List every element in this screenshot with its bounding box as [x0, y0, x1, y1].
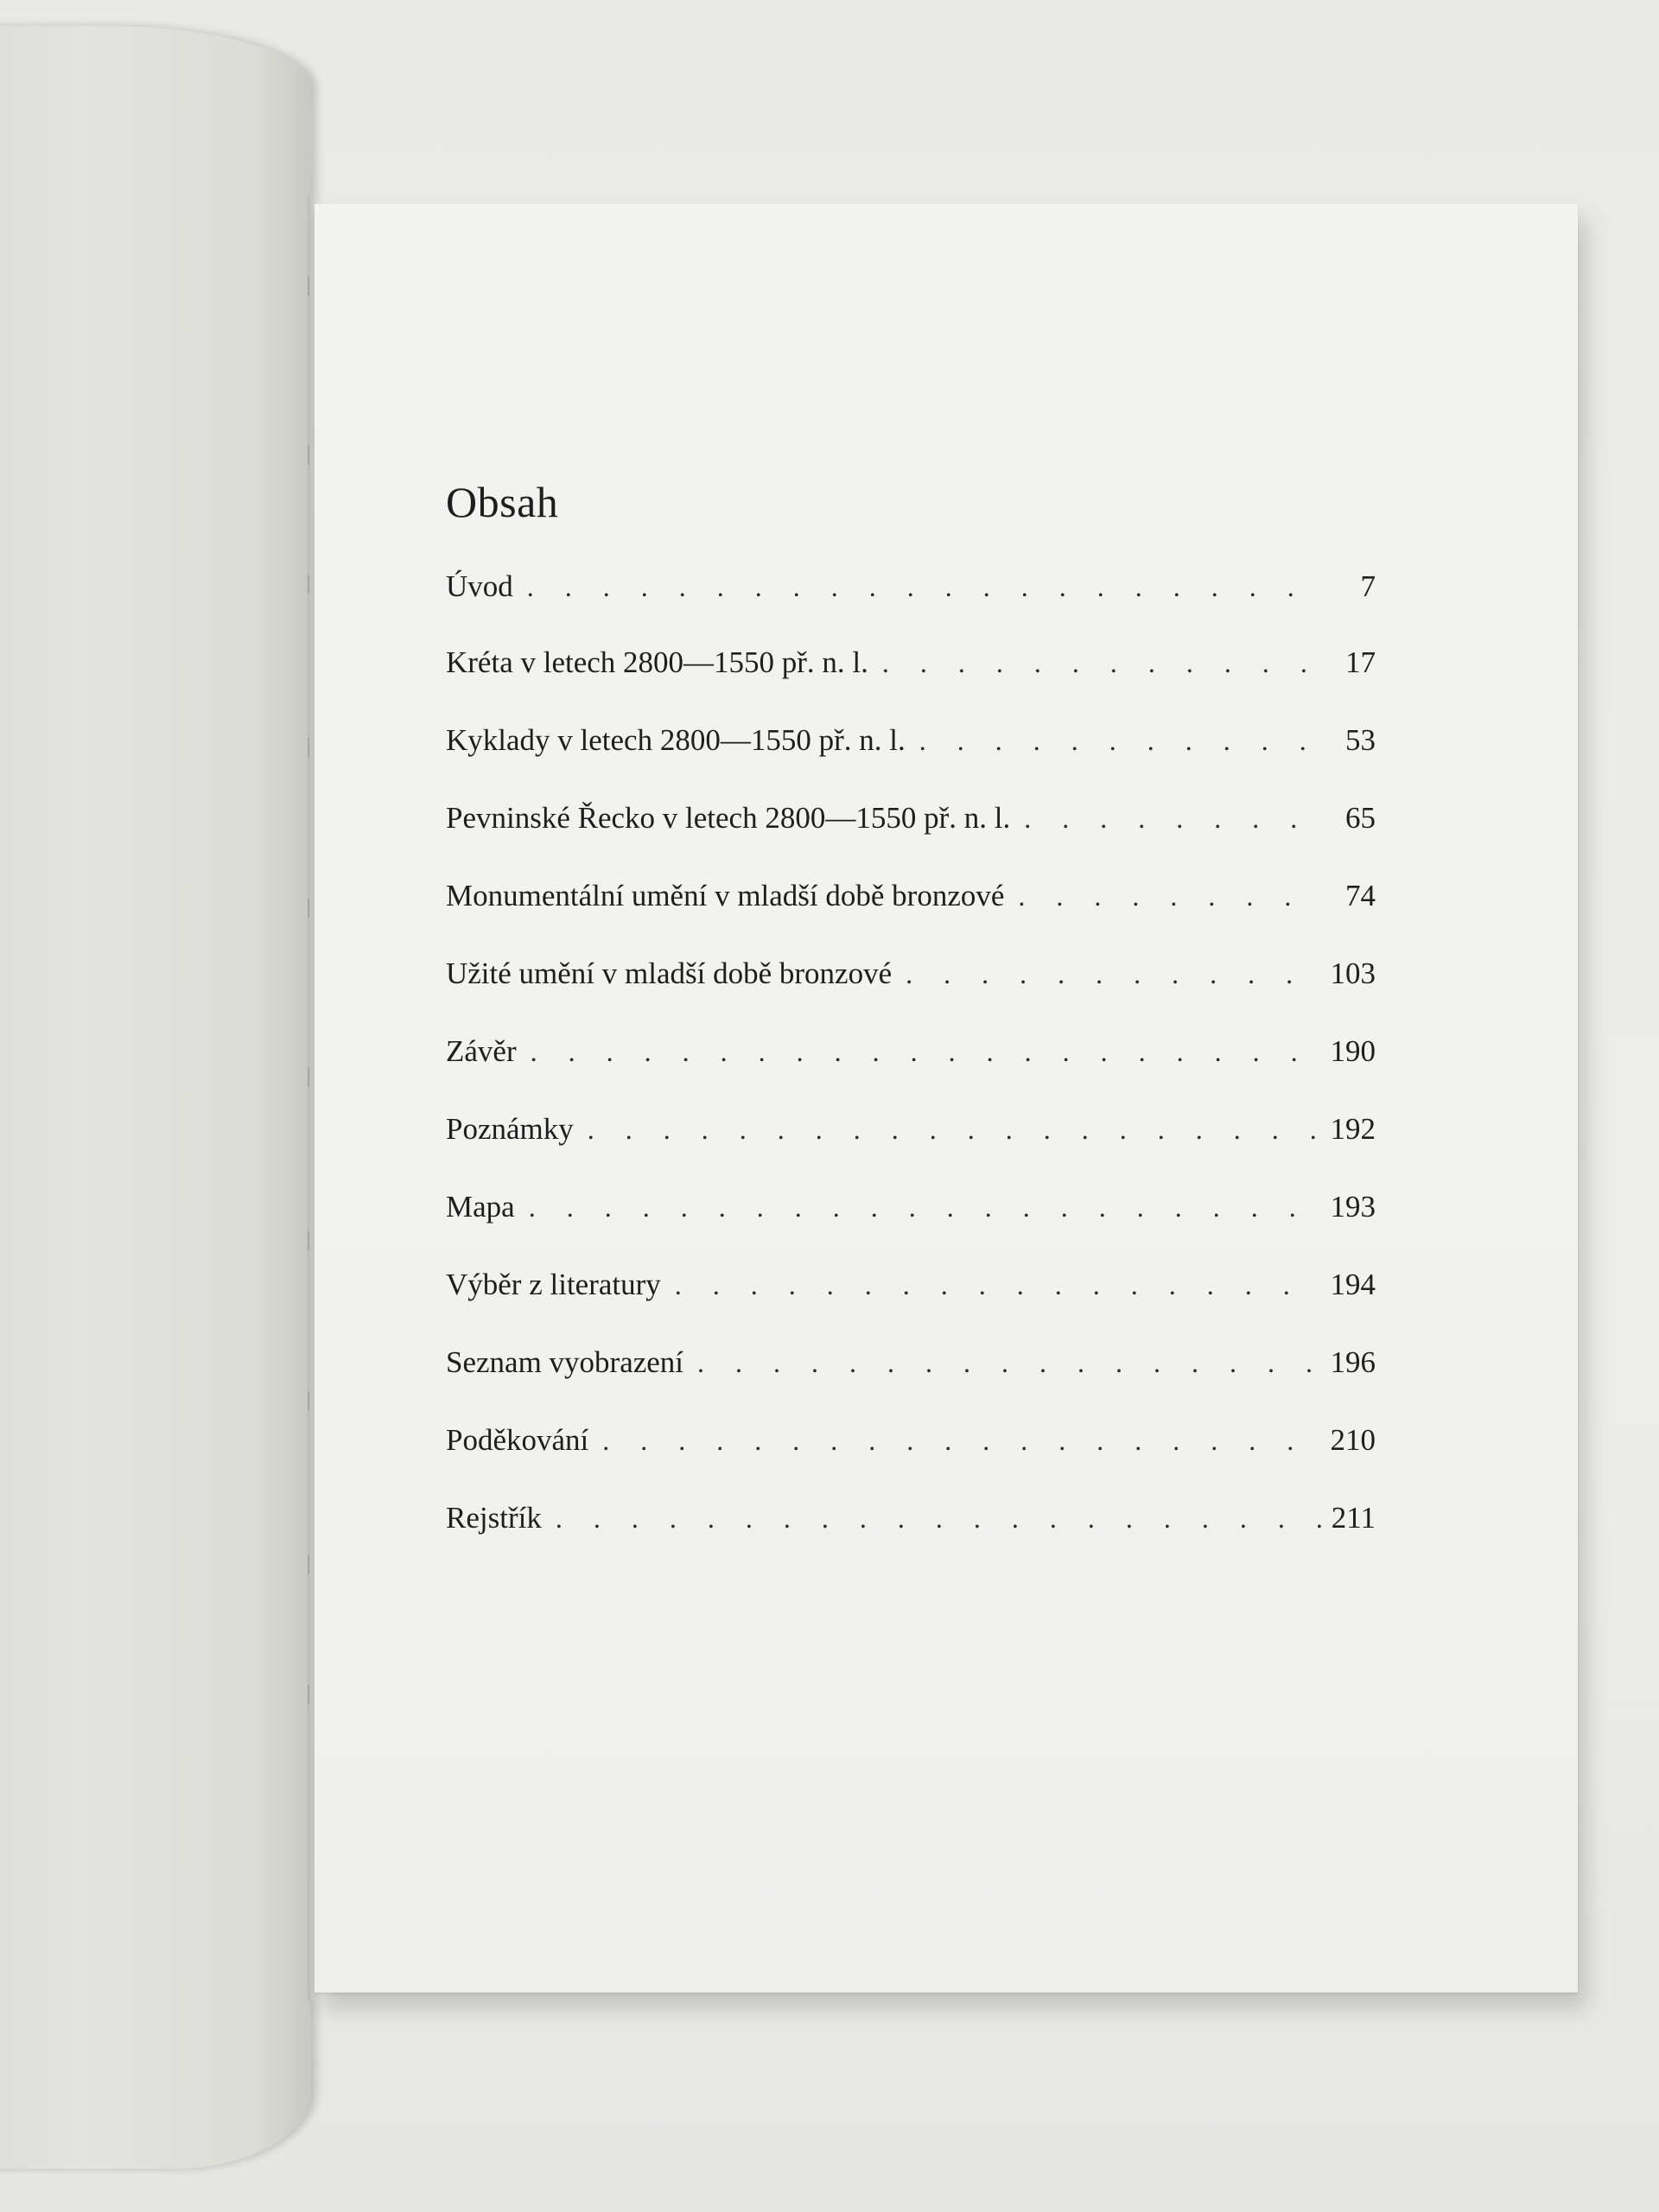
toc-page-number: 65: [1345, 801, 1376, 835]
toc-entry-title: Výběr z literatury: [446, 1268, 661, 1301]
toc-entry-title: Mapa: [446, 1190, 515, 1224]
toc-entry: [444, 1503, 1376, 1580]
toc-entry-title: Monumentální umění v mladší době bronzové: [446, 879, 1005, 912]
toc-entry: [444, 1269, 1376, 1347]
toc-entry: [444, 880, 1376, 958]
leader-dots: [602, 1427, 1321, 1454]
toc-page-number: 17: [1345, 645, 1376, 679]
toc-page-number: 210: [1330, 1423, 1376, 1457]
leader-dots: [906, 960, 1321, 988]
toc-page-number: 103: [1330, 957, 1376, 990]
leader-dots: [588, 1116, 1322, 1143]
toc-entry: [444, 725, 1376, 803]
leader-dots: [531, 1038, 1322, 1065]
toc-entry: [444, 958, 1376, 1036]
toc-entry: [444, 803, 1376, 880]
toc-entry-title: Rejstřík: [446, 1501, 542, 1535]
left-page: [0, 26, 311, 2169]
toc-entry-title: Kréta v letech 2800—1550 př. n. l.: [446, 645, 868, 679]
toc-entry-title: Poděkování: [446, 1423, 589, 1457]
toc-page-number: 192: [1330, 1112, 1376, 1146]
toc-page-number: 193: [1330, 1190, 1376, 1224]
leader-dots: [675, 1271, 1322, 1299]
toc-entry-title: Užité umění v mladší době bronzové: [446, 957, 893, 990]
toc-page-number: 196: [1330, 1345, 1376, 1379]
toc-page-number: 74: [1345, 879, 1376, 912]
toc-entry-title: Úvod: [446, 569, 513, 603]
leader-dots: [882, 649, 1322, 677]
toc-list: [444, 571, 1376, 1580]
toc-entry-title: Závěr: [446, 1034, 517, 1068]
table-of-contents: [444, 480, 1376, 1580]
leader-dots: [556, 1504, 1322, 1532]
toc-page-number: 211: [1331, 1501, 1376, 1535]
toc-entry: [444, 1425, 1376, 1503]
toc-page-number: 190: [1330, 1034, 1376, 1068]
leader-dots: [1024, 804, 1322, 832]
toc-entry-title: Kyklady v letech 2800—1550 př. n. l.: [446, 723, 906, 757]
leader-dots: [529, 1193, 1322, 1221]
right-page: [315, 204, 1578, 1993]
leader-dots: [1018, 882, 1322, 910]
toc-entry: [444, 1036, 1376, 1114]
toc-page-number: 53: [1345, 723, 1376, 757]
toc-entry: [444, 1114, 1376, 1192]
toc-entry-title: Poznámky: [446, 1112, 574, 1146]
toc-entry: [444, 1192, 1376, 1269]
toc-page-number: 194: [1330, 1268, 1376, 1301]
toc-entry: [444, 1347, 1376, 1425]
toc-entry-title: Seznam vyobrazení: [446, 1345, 684, 1379]
leader-dots: [919, 727, 1322, 754]
leader-dots: [697, 1349, 1321, 1376]
toc-entry: [444, 647, 1376, 725]
toc-page-number: 7: [1360, 569, 1376, 603]
toc-entry-title: Pevninské Řecko v letech 2800—1550 př. n. l.: [446, 801, 1011, 835]
page-title: Obsah: [446, 478, 559, 526]
leader-dots: [527, 573, 1322, 601]
toc-entry: [444, 571, 1376, 647]
